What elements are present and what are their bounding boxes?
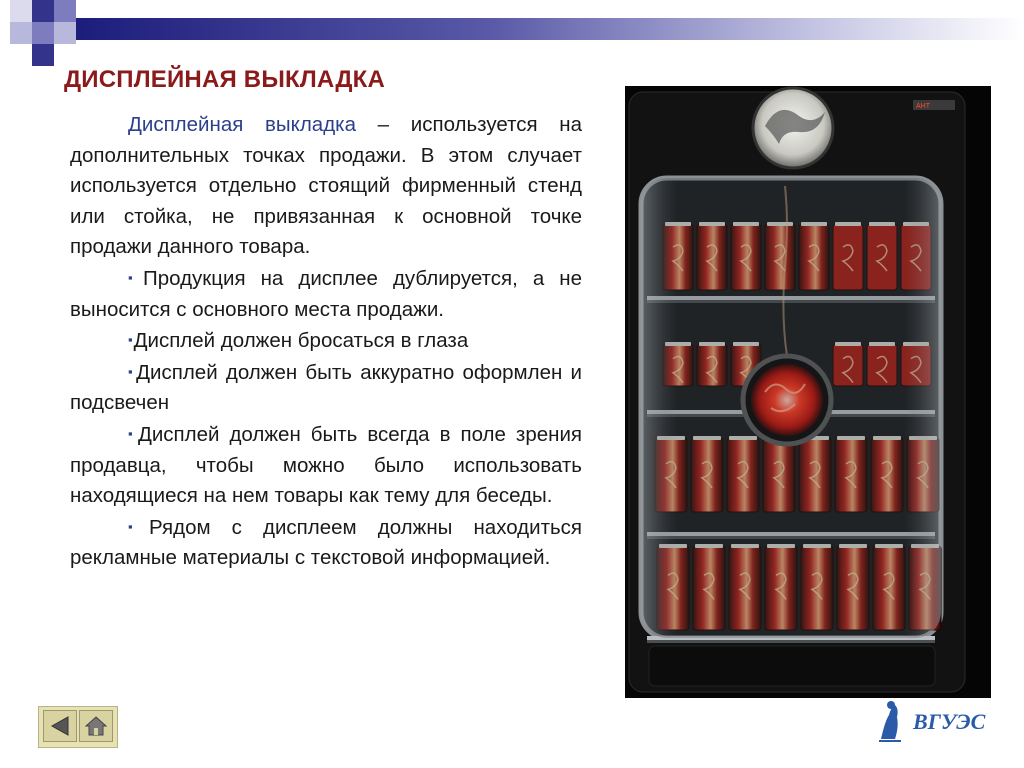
triangle-left-icon	[50, 715, 70, 737]
bullet-text: Дисплей должен быть аккуратно оформлен и подсвечен	[70, 360, 583, 415]
header-square	[10, 0, 32, 22]
header-square	[54, 22, 76, 44]
back-button[interactable]	[43, 710, 77, 742]
bullet-item	[70, 512, 582, 574]
can-lid	[733, 342, 759, 346]
can-lid	[837, 436, 865, 440]
can-lid	[695, 544, 723, 548]
can-lid	[835, 222, 861, 226]
can-lid	[657, 436, 685, 440]
can-lid	[869, 222, 895, 226]
display-cooler-photo	[625, 86, 991, 698]
header-square	[10, 22, 32, 44]
slide-navigation	[38, 706, 118, 748]
bullet-text: Дисплей должен быть всегда в поле зрения продавца, чтобы можно было использовать находящиеся на нем товары как тему для беседы.	[70, 422, 583, 508]
bullet-icon: ▪	[128, 363, 136, 379]
can-lid	[835, 342, 861, 346]
bullet-icon: ▪	[128, 425, 137, 441]
bullet-item	[70, 419, 582, 512]
shelf-rail	[647, 296, 935, 300]
drink-can	[663, 224, 693, 290]
can-lid	[909, 436, 937, 440]
bullet-text: Продукция на дисплее дублируется, а не выносится с основного места продажи.	[70, 266, 583, 321]
intro-paragraph	[70, 110, 582, 263]
can-lid	[875, 544, 903, 548]
drink-can	[901, 344, 931, 386]
slide-body	[70, 110, 582, 574]
header-square	[32, 44, 54, 66]
drink-can	[799, 224, 829, 290]
drink-can	[663, 344, 693, 386]
can-lid	[873, 436, 901, 440]
can-lid	[767, 222, 793, 226]
home-button[interactable]	[79, 710, 113, 742]
drink-can	[731, 224, 761, 290]
cooler-tag-text: АНТ	[916, 103, 930, 110]
bullet-item	[70, 325, 582, 357]
house-icon	[84, 715, 108, 737]
bullet-icon: ▪	[128, 332, 133, 348]
header-square	[32, 22, 54, 44]
drink-can	[867, 224, 897, 290]
bullet-text: Рядом с дисплеем должны находиться рекламные материалы с текстовой информацией.	[70, 515, 583, 570]
red-glow-disc	[751, 364, 823, 436]
can-lid	[733, 222, 759, 226]
shelf-shadow	[647, 640, 935, 643]
can-lid	[693, 436, 721, 440]
intro-term: Дисплейная выкладка	[128, 113, 356, 136]
drink-can	[867, 344, 897, 386]
bullet-icon: ▪	[128, 269, 142, 285]
cabinet-base	[649, 646, 935, 686]
can-lid	[665, 342, 691, 346]
can-lid	[911, 544, 939, 548]
can-lid	[731, 544, 759, 548]
drink-can	[697, 224, 727, 290]
drink-can	[765, 224, 795, 290]
can-lid	[801, 222, 827, 226]
bullet-item	[70, 263, 582, 325]
can-lid	[729, 436, 757, 440]
intro-text: – используется на дополнительных точках продажи. В этом случает используется отдельно стоящий фирменный стенд или стойка, не привязанная к основной точке продажи данного товара.	[70, 113, 582, 259]
header-square	[54, 0, 76, 22]
cooler-illustration	[625, 86, 991, 698]
drink-can	[901, 224, 931, 290]
shelf-shadow	[647, 300, 935, 303]
header-gradient-bar	[60, 18, 1024, 40]
slide-title: ДИСПЛЕЙНАЯ ВЫКЛАДКА	[64, 66, 386, 93]
university-logo	[873, 697, 1003, 747]
can-lid	[903, 342, 929, 346]
shelf-rail	[647, 636, 935, 640]
logo-text: ВГУЭС	[913, 709, 986, 734]
can-lid	[699, 342, 725, 346]
bullet-item	[70, 357, 582, 419]
drink-can	[697, 344, 727, 386]
can-lid	[665, 222, 691, 226]
logo-graphic	[873, 697, 1003, 747]
can-lid	[767, 544, 795, 548]
can-lid	[659, 544, 687, 548]
drink-can	[833, 224, 863, 290]
bullet-icon: ▪	[128, 518, 149, 534]
header-square	[32, 0, 54, 22]
bullet-text: Дисплей должен бросаться в глаза	[133, 329, 469, 353]
drink-can	[833, 344, 863, 386]
can-lid	[903, 222, 929, 226]
can-lid	[869, 342, 895, 346]
can-lid	[803, 544, 831, 548]
can-lid	[699, 222, 725, 226]
figure-emblem-icon	[879, 701, 901, 741]
shelf-shadow	[647, 536, 935, 539]
shelf-rail	[647, 532, 935, 536]
can-lid	[839, 544, 867, 548]
